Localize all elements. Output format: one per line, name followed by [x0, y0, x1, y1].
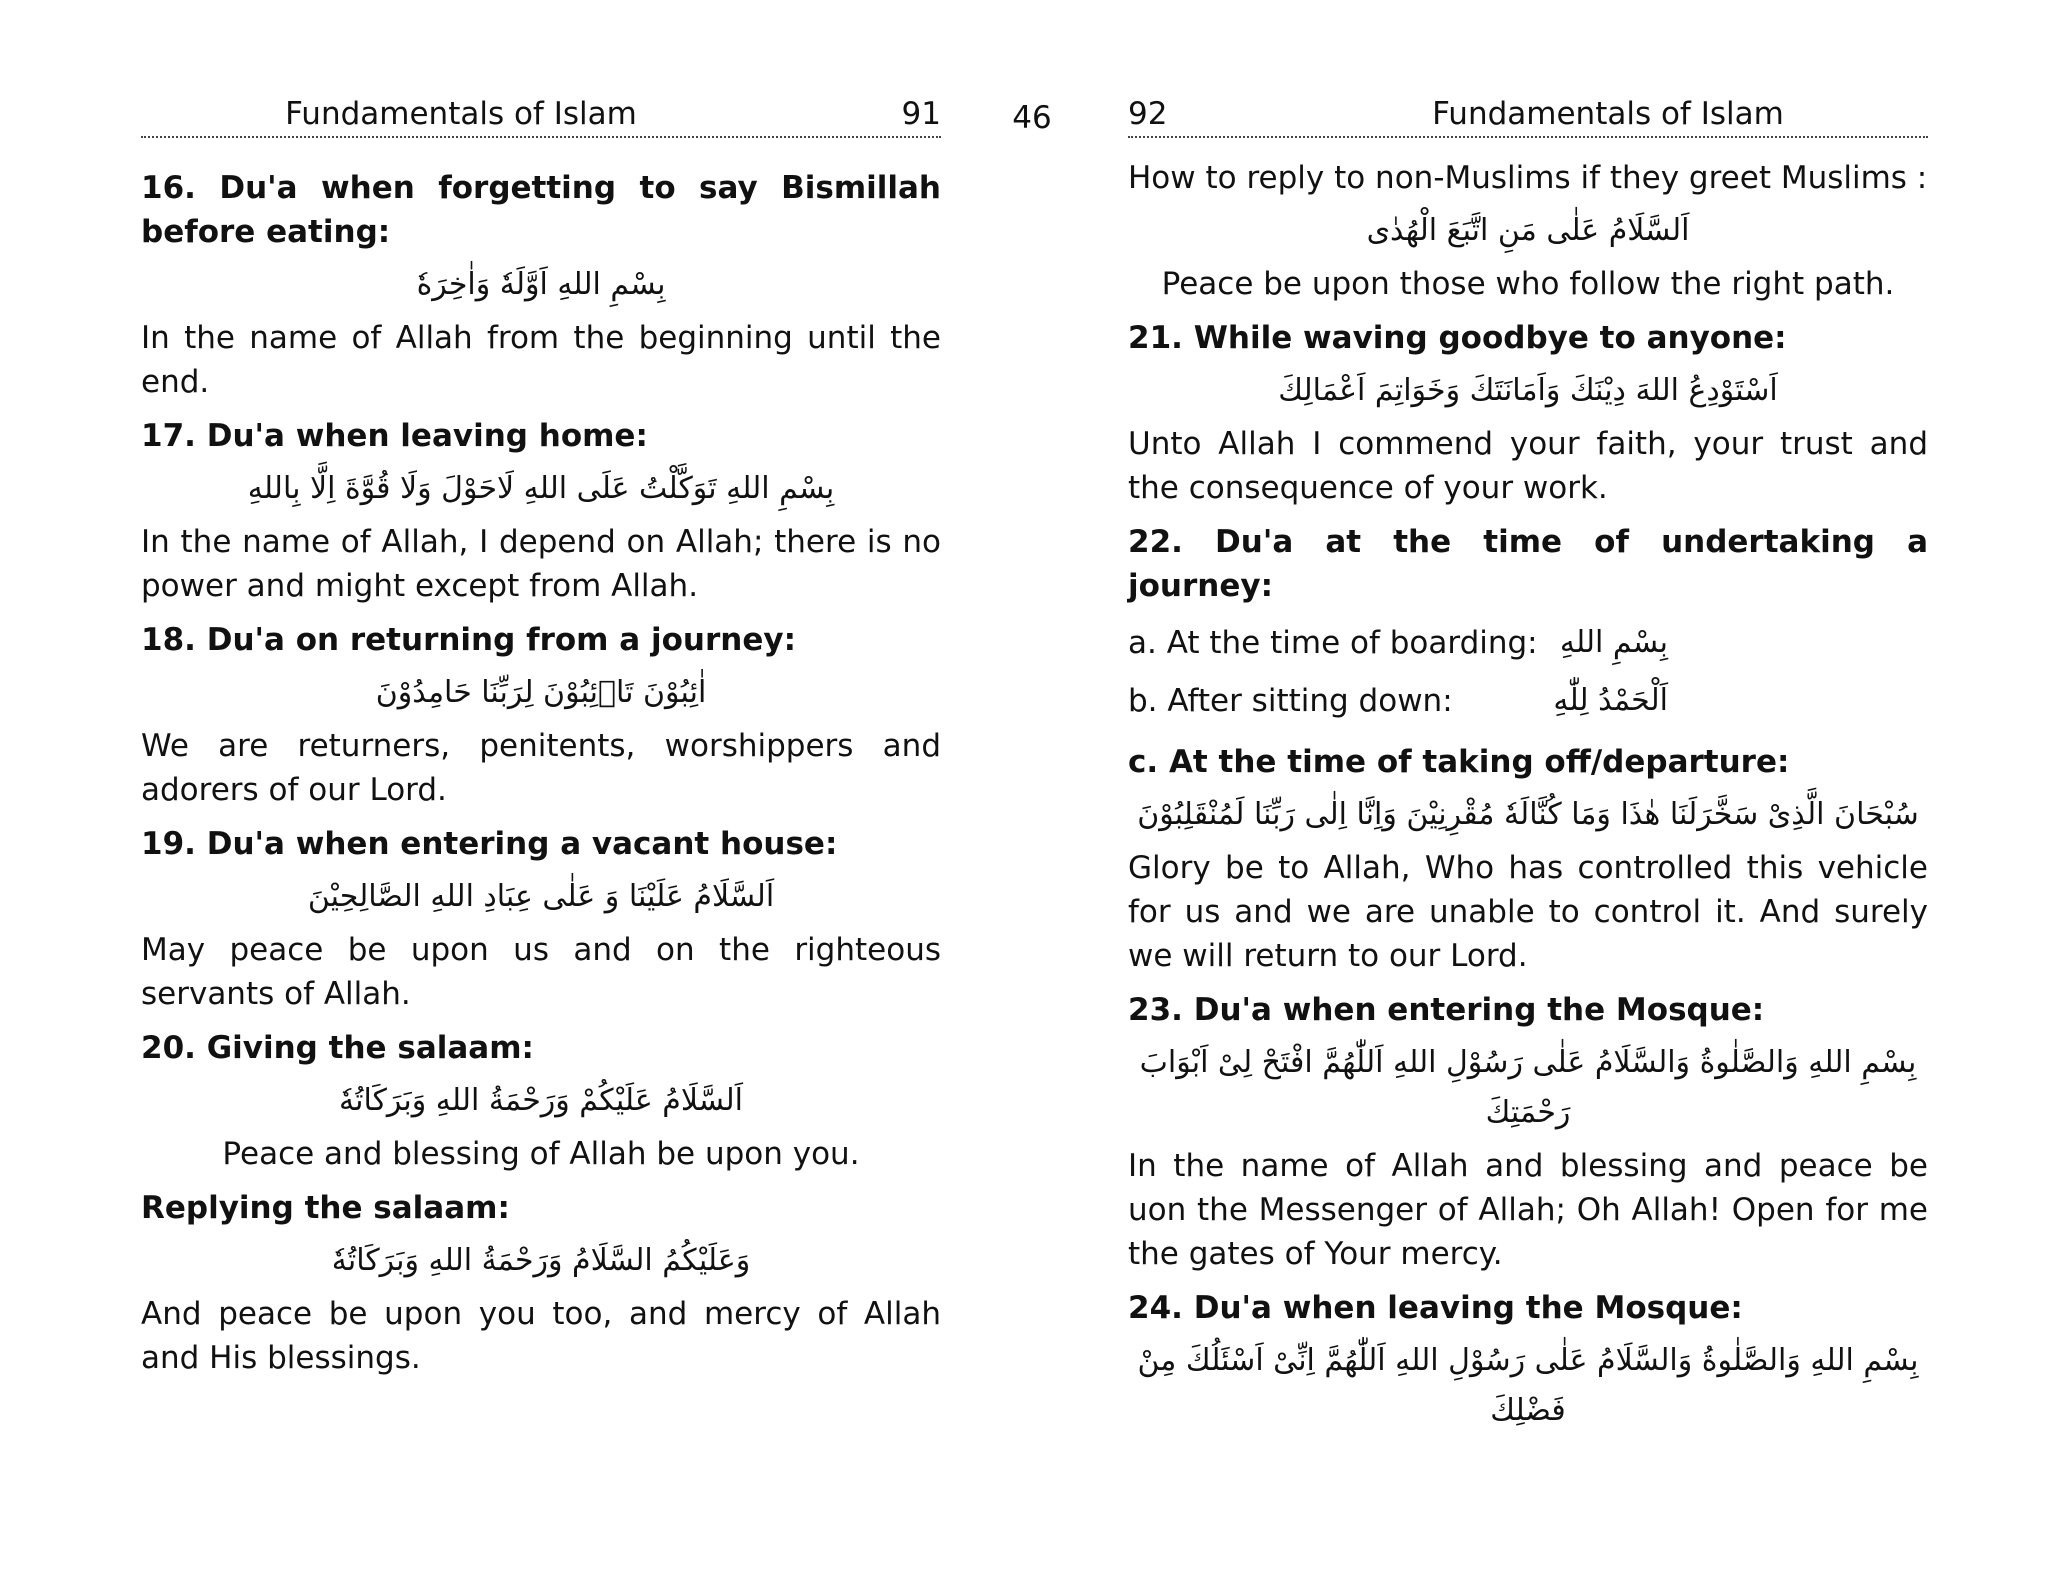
section-heading: 23. Du'a when entering the Mosque: — [1128, 992, 1765, 1028]
translation: Peace be upon those who follow the right path. — [1161, 266, 1895, 302]
translation: We are returners, penitents, worshippers and adorers of our Lord. — [141, 728, 941, 808]
running-head-left — [141, 92, 941, 138]
journey-step-row — [1128, 614, 1928, 672]
section-heading: 24. Du'a when leaving the Mosque: — [1128, 1290, 1743, 1326]
section-heading: 21. While waving goodbye to anyone: — [1128, 320, 1787, 356]
left-page-content — [141, 138, 941, 1380]
page-number: 92 — [1128, 96, 1168, 132]
left-page — [141, 92, 941, 1380]
arabic-dua: سُبْحَانَ الَّذِىْ سَخَّرَلَنَا هٰذَا وَمَا كُنَّالَهٗ مُقْرِنِيْنَ وَاِنَّا اِلٰى رَبِّنَا لَمُنْقَلِبُوْنَ — [1137, 797, 1919, 832]
page-number: 91 — [901, 96, 941, 132]
arabic-dua: اَلسَّلَامُ عَلٰى مَنِ اتَّبَعَ الْهُدٰى — [1366, 213, 1690, 248]
arabic-dua: اَلسَّلَامُ عَلَيْنَا وَ عَلٰى عِبَادِ اللهِ الصَّالِحِيْنَ — [307, 879, 775, 914]
translation: Glory be to Allah, Who has controlled this vehicle for us and we are unable to control it. And surely we will return to our Lord. — [1128, 850, 1928, 974]
section-heading: 16. Du'a when forgetting to say Bismillah before eating: — [141, 170, 941, 250]
section-heading: 22. Du'a at the time of undertaking a journey: — [1128, 524, 1928, 604]
arabic-dua: وَعَلَيْكُمُ السَّلَامُ وَرَحْمَةُ اللهِ وَبَرَكَاتُهٗ — [331, 1243, 751, 1278]
translation: And peace be upon you too, and mercy of Allah and His blessings. — [141, 1296, 941, 1376]
arabic-dua: بِسْمِ اللهِ تَوَكَّلْتُ عَلَى اللهِ لَاحَوْلَ وَلَا قُوَّةَ اِلَّا بِاللهِ — [247, 471, 835, 506]
arabic-dua: اَلْحَمْدُ لِلّٰهِ — [1553, 683, 1668, 718]
section-heading: c. At the time of taking off/departure: — [1128, 744, 1790, 780]
section-heading: 18. Du'a on returning from a journey: — [141, 622, 796, 658]
translation: In the name of Allah, I depend on Allah; there is no power and might except from Allah. — [141, 524, 941, 604]
section-heading: 20. Giving the salaam: — [141, 1030, 534, 1066]
right-page-content — [1128, 138, 1928, 1436]
running-head-right — [1128, 92, 1928, 138]
translation: In the name of Allah and blessing and peace be uon the Messenger of Allah; Oh Allah! Open for me the gates of Your mercy. — [1128, 1148, 1928, 1272]
arabic-dua: بِسْمِ اللهِ وَالصَّلٰوةُ وَالسَّلَامُ عَلٰى رَسُوْلِ اللهِ اَللّٰهُمَّ افْتَحْ لِىْ اَبْوَابَ رَحْمَتِكَ — [1139, 1045, 1917, 1130]
arabic-dua: اَلسَّلَامُ عَلَيْكُمْ وَرَحْمَةُ اللهِ وَبَرَكَاتُهٗ — [339, 1083, 743, 1118]
translation: Peace and blessing of Allah be upon you. — [222, 1136, 860, 1172]
translation: In the name of Allah from the beginning until the end. — [141, 320, 941, 400]
section-heading: 19. Du'a when entering a vacant house: — [141, 826, 838, 862]
arabic-dua: اَسْتَوْدِعُ اللهَ دِيْنَكَ وَاَمَانَتَكَ وَخَوَاتِمَ اَعْمَالِكَ — [1278, 373, 1778, 408]
running-title: Fundamentals of Islam — [1432, 96, 1784, 132]
running-title: Fundamentals of Islam — [285, 96, 637, 132]
translation: Unto Allah I commend your faith, your trust and the consequence of your work. — [1128, 426, 1928, 506]
right-page — [1128, 92, 1928, 1442]
step-label: b. After sitting down: — [1128, 683, 1453, 719]
arabic-dua: بِسْمِ اللهِ — [1559, 625, 1668, 660]
section-heading: 17. Du'a when leaving home: — [141, 418, 648, 454]
step-label: a. At the time of boarding: — [1128, 625, 1538, 661]
translation: May peace be upon us and on the righteous servants of Allah. — [141, 932, 941, 1012]
intro-text: How to reply to non-Muslims if they greet Muslims : — [1128, 160, 1928, 196]
arabic-dua: بِسْمِ اللهِ وَالصَّلٰوةُ وَالسَّلَامُ عَلٰى رَسُوْلِ اللهِ اَللّٰهُمَّ اِنِّىْ اَسْئَلُكَ مِنْ فَضْلِكَ — [1137, 1343, 1919, 1428]
section-heading: Replying the salaam: — [141, 1190, 510, 1226]
spread-number: 46 — [1012, 100, 1052, 136]
arabic-dua: بِسْمِ اللهِ اَوَّلَهٗ وَاٰخِرَهٗ — [416, 267, 666, 302]
journey-step-row — [1128, 672, 1928, 730]
arabic-dua: اٰئِبُوْنَ تَاۤئِبُوْنَ لِرَبِّنَا حَامِدُوْنَ — [375, 675, 707, 710]
